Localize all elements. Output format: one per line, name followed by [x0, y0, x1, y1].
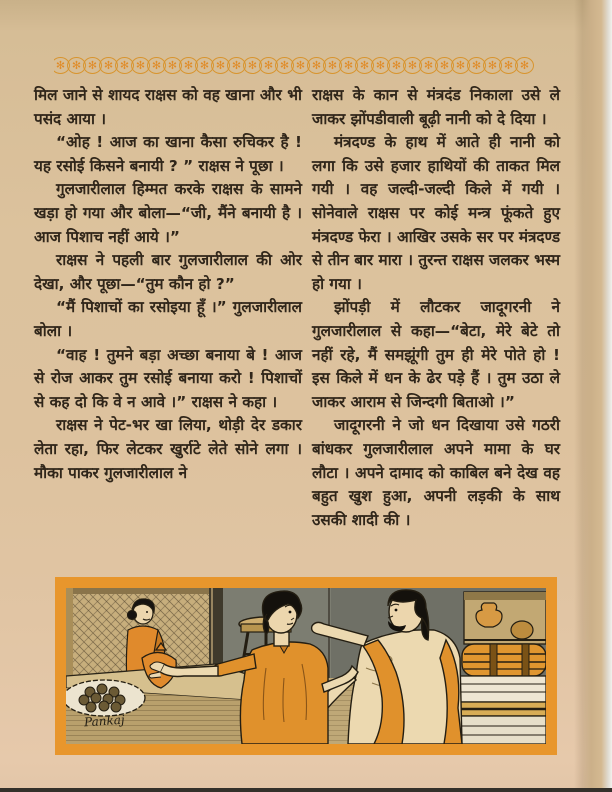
story-paragraph: मंत्रदण्ड के हाथ में आते ही नानी को लगा कि उसे हजार हाथियों की ताकत मिल गयी । वह जल्दी-जल्दी किले में गयी । सोनेवाले राक्षस पर कोई मन्त्र फूंकते हुए मंत्रदण्ड फेरा । आखिर उसके सर पर मंत्रदण्ड से तीन बार मारा । तुरन्त राक्षस जलकर भस्म हो गया । [312, 133, 560, 293]
ornament-flower-icon: ✻ [355, 57, 374, 74]
ornament-flower-icon: ✻ [467, 57, 486, 74]
ornament-flower-icon: ✻ [179, 57, 198, 74]
scan-bottom-edge [0, 788, 612, 792]
story-paragraph: “वाह ! तुमने बड़ा अच्छा बनाया बे ! आज से रोज आकर तुम रसोई बनाया करो ! पिशाचों से कह दो कि वे न आवे ।” राक्षस ने कहा । [34, 345, 302, 411]
ornament-flower-icon: ✻ [115, 57, 134, 74]
ornament-flower-icon: ✻ [403, 57, 422, 74]
ornament-flower-icon: ✻ [147, 57, 166, 74]
bedding-stack [453, 644, 546, 744]
ornament-flower-icon: ✻ [307, 57, 326, 74]
illustration-drawing [66, 588, 546, 744]
ornament-flower-icon: ✻ [339, 57, 358, 74]
text-column-left [34, 84, 302, 532]
pot-icon [511, 621, 533, 639]
story-text [34, 84, 560, 532]
story-illustration [66, 588, 546, 744]
ornament-flower-icon: ✻ [275, 57, 294, 74]
ornament-flower-icon: ✻ [211, 57, 230, 74]
ornament-flower-icon: ✻ [163, 57, 182, 74]
story-illustration-frame [55, 577, 557, 755]
story-paragraph: “मैं पिशाचों का रसोइया हूँ ।” गुलजारीलाल बोला । [34, 298, 302, 340]
story-paragraph: राक्षस के कान से मंत्रदंड निकाला उसे ले जाकर झोंपडीवाली बूढ़ी नानी को दे दिया । [312, 86, 560, 128]
ornament-flower-icon: ✻ [227, 57, 246, 74]
ornament-flower-icon: ✻ [291, 57, 310, 74]
ornament-flower-icon: ✻ [515, 57, 534, 74]
ornament-flower-icon: ✻ [259, 57, 278, 74]
story-paragraph: जादूगरनी ने जो धन दिखाया उसे गठरी बांधकर गुलजारीलाल अपने मामा के घर लौटा । अपने दामाद को काबिल बने देख वह बहुत खुश हुआ, अपनी लड़की के साथ उसकी शादी की । [312, 416, 560, 529]
sweets-plate [66, 680, 145, 716]
ornament-flower-icon: ✻ [483, 57, 502, 74]
story-paragraph: मिल जाने से शायद राक्षस को वह खाना और भी पसंद आया । [34, 86, 302, 128]
ornament-flower-icon: ✻ [99, 57, 118, 74]
story-paragraph: राक्षस ने पेट-भर खा लिया, थोड़ी देर डकार लेता रहा, फिर लेटकर खुर्राटे लेते सोने लगा । मौका पाकर गुलजारीलाल ने [34, 416, 302, 482]
story-paragraph: “ओह ! आज का खाना कैसा रुचिकर है ! यह रसोई किसने बनायी ? ” राक्षस ने पूछा । [34, 133, 302, 175]
ornament-flower-icon: ✻ [451, 57, 470, 74]
shelf-with-pots [464, 592, 546, 644]
ornament-flower-icon: ✻ [243, 57, 262, 74]
ornament-flower-icon: ✻ [83, 57, 102, 74]
ornament-flower-icon: ✻ [67, 57, 86, 74]
ornament-flower-icon: ✻ [323, 57, 342, 74]
ornament-flower-icon: ✻ [54, 57, 70, 74]
ornament-flower-icon: ✻ [371, 57, 390, 74]
page-edge-shadow [574, 0, 612, 792]
ornament-flower-icon: ✻ [499, 57, 518, 74]
text-column-right [312, 84, 560, 532]
ornament-border [54, 57, 562, 74]
story-paragraph: गुलजारीलाल हिम्मत करके राक्षस के सामने खड़ा हो गया और बोला—“जी, मैंने बनायी है । आज पिशाच नहीं आये ।” [34, 180, 302, 246]
ornament-flower-icon: ✻ [131, 57, 150, 74]
artist-signature: Pankaj [83, 712, 126, 730]
story-paragraph: झोंपड़ी में लौटकर जादूगरनी ने गुलजारीलाल से कहा—“बेटा, मेरे बेटे तो नहीं रहे, मैं समझूंगी तुम ही मेरे पोते हो ! इस किले में धन के ढेर पड़े हैं । तुम उठा ले जाकर आराम से जिन्दगी बिताओ ।” [312, 298, 560, 411]
ornament-flower-icon: ✻ [387, 57, 406, 74]
ornament-flower-icon: ✻ [195, 57, 214, 74]
ornament-flower-icon: ✻ [419, 57, 438, 74]
story-paragraph: राक्षस ने पहली बार गुलजारीलाल की ओर देखा, और पूछा—“तुम कौन हो ?” [34, 251, 302, 293]
ornament-flower-icon: ✻ [435, 57, 454, 74]
